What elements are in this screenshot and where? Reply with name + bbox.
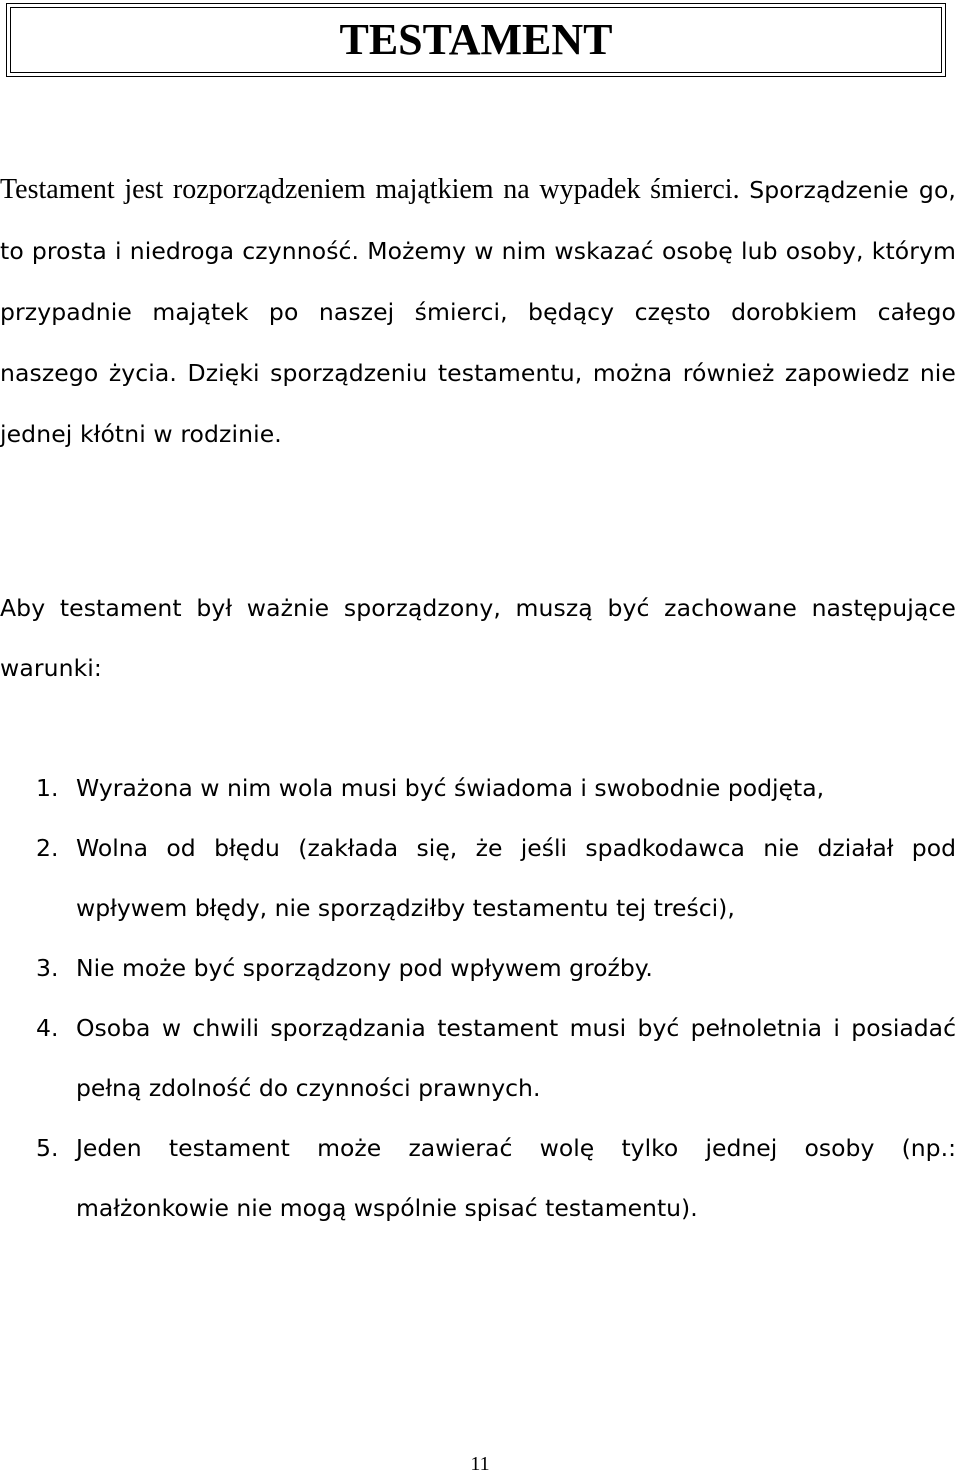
list-item [0, 818, 956, 938]
intro-paragraph-serif-part: Testament jest rozporządzeniem majątkiem na wypadek śmierci. [0, 174, 750, 205]
page-number: 11 [470, 1453, 490, 1475]
page-title: TESTAMENT [339, 15, 613, 64]
list-item-number: 3. [36, 954, 59, 982]
list-item [0, 998, 956, 1118]
list-item-text: Wyrażona w nim wola musi być świadoma i swobodnie podjęta, [76, 774, 825, 802]
list-item-number: 4. [36, 1014, 59, 1042]
conditions-intro-paragraph: Aby testament był ważnie sporządzony, muszą być zachowane następujące warunki: [0, 594, 956, 682]
list-item-number: 1. [36, 774, 59, 802]
list-item-text: Jeden testament może zawierać wolę tylko jednej osoby (np.: małżonkowie nie mogą wspólnie spisać testamentu). [76, 1134, 956, 1222]
list-item-number: 2. [36, 834, 59, 862]
list-item-number: 5. [36, 1134, 59, 1162]
list-item-text: Nie może być sporządzony pod wpływem groźby. [76, 954, 653, 982]
list-item [0, 938, 956, 998]
conditions-list [0, 758, 956, 1238]
intro-paragraph-sans-part: Sporządzenie go, to prosta i niedroga czynność. Możemy w nim wskazać osobę lub osoby, którym przypadnie majątek po naszej śmierci, będący często dorobkiem całego naszego życia. Dzięki sporządzeniu testamentu, można również zapowiedz nie jednej kłótni w rodzinie. [0, 176, 956, 448]
list-item [0, 1118, 956, 1238]
title-box [6, 3, 946, 77]
list-item-text: Wolna od błędu (zakłada się, że jeśli spadkodawca nie działał pod wpływem błędy, nie sporządziłby testamentu tej treści), [76, 834, 956, 922]
intro-paragraph [0, 159, 956, 464]
list-item [0, 758, 956, 818]
list-item-text: Osoba w chwili sporządzania testament musi być pełnoletnia i posiadać pełną zdolność do czynności prawnych. [76, 1014, 956, 1102]
